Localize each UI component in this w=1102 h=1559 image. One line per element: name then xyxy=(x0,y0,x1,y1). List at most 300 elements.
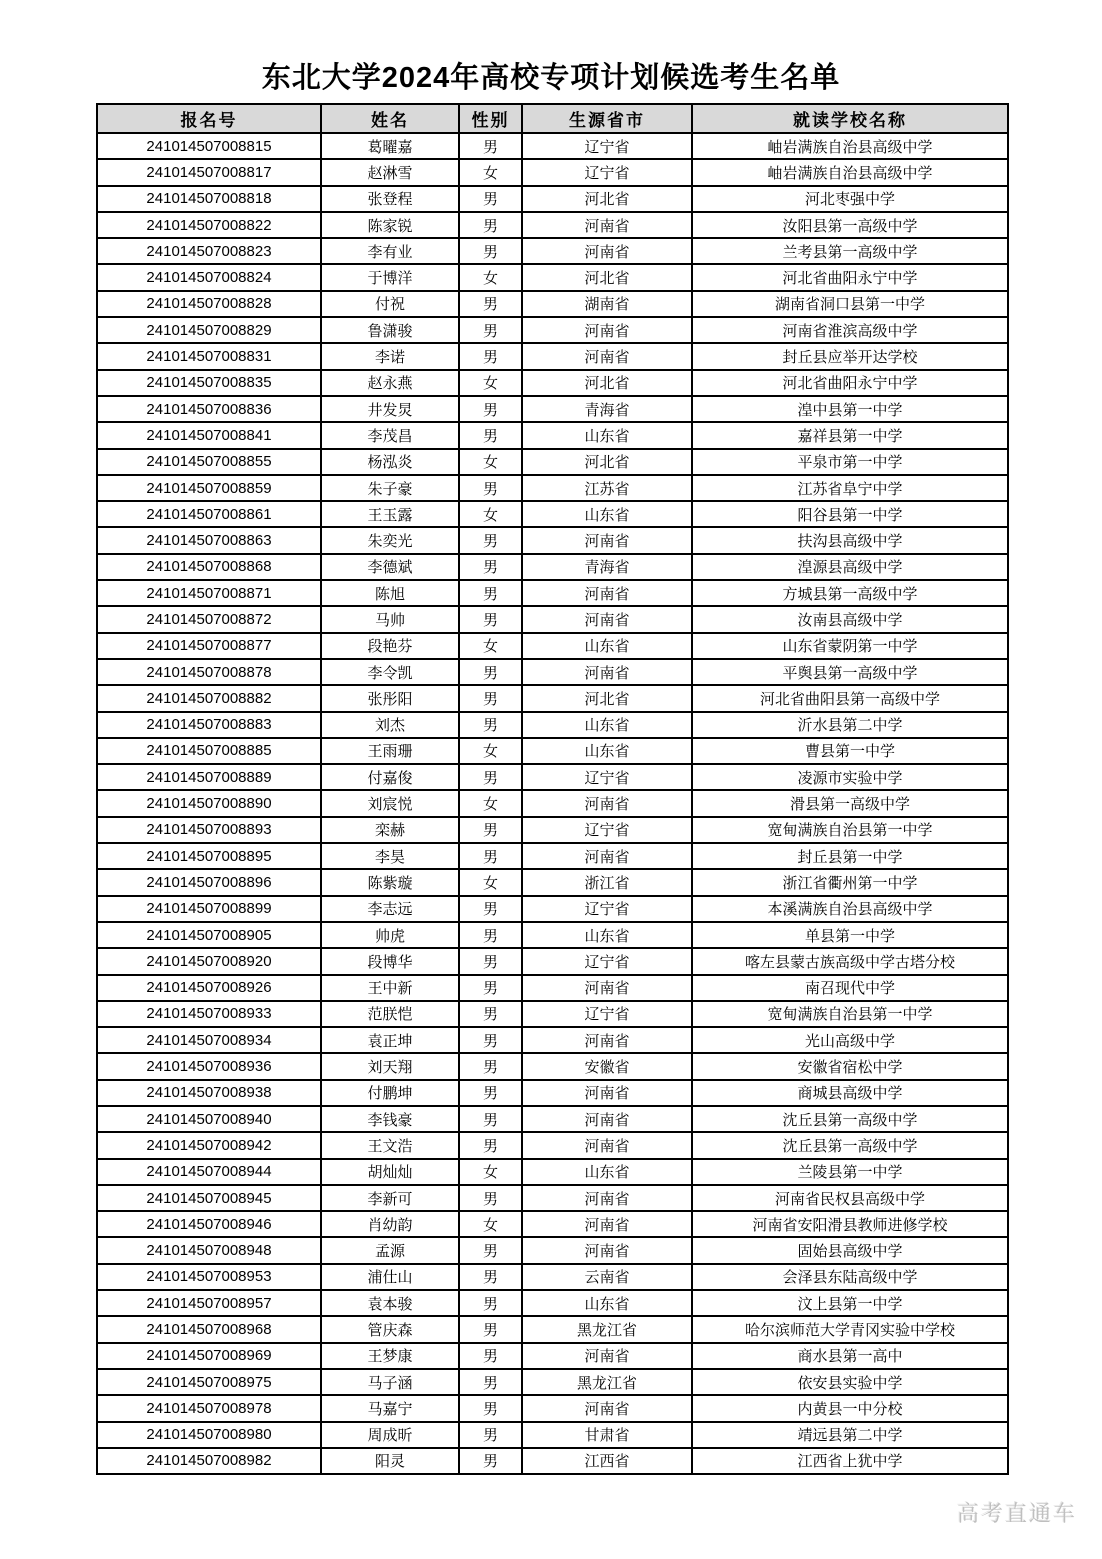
cell-province: 河南省 xyxy=(522,343,692,369)
table-row xyxy=(97,790,1008,816)
cell-gender: 男 xyxy=(459,1237,522,1263)
cell-school: 宽甸满族自治县第一中学 xyxy=(692,1001,1008,1027)
cell-gender: 男 xyxy=(459,922,522,948)
watermark: 高考直通车 xyxy=(956,1501,1077,1526)
cell-gender: 男 xyxy=(459,712,522,738)
cell-reg-no: 241014507008893 xyxy=(97,817,321,843)
cell-province: 江西省 xyxy=(522,1448,692,1474)
cell-gender: 女 xyxy=(459,159,522,185)
table-row xyxy=(97,975,1008,1001)
cell-gender: 男 xyxy=(459,1106,522,1132)
table-row xyxy=(97,1159,1008,1185)
cell-gender: 女 xyxy=(459,501,522,527)
table-row xyxy=(97,1001,1008,1027)
cell-gender: 男 xyxy=(459,975,522,1001)
cell-province: 辽宁省 xyxy=(522,817,692,843)
cell-reg-no: 241014507008957 xyxy=(97,1290,321,1316)
cell-reg-no: 241014507008818 xyxy=(97,186,321,212)
table-row xyxy=(97,527,1008,553)
table-row xyxy=(97,1027,1008,1053)
cell-reg-no: 241014507008883 xyxy=(97,712,321,738)
cell-school: 河北省曲阳永宁中学 xyxy=(692,264,1008,290)
cell-province: 青海省 xyxy=(522,396,692,422)
cell-school: 依安县实验中学 xyxy=(692,1369,1008,1395)
cell-gender: 男 xyxy=(459,422,522,448)
cell-reg-no: 241014507008946 xyxy=(97,1211,321,1237)
cell-reg-no: 241014507008859 xyxy=(97,475,321,501)
cell-province: 黑龙江省 xyxy=(522,1316,692,1342)
table-row xyxy=(97,475,1008,501)
cell-gender: 男 xyxy=(459,133,522,159)
table-row xyxy=(97,1448,1008,1474)
cell-school: 曹县第一中学 xyxy=(692,738,1008,764)
cell-school: 湟源县高级中学 xyxy=(692,554,1008,580)
cell-school: 商城县高级中学 xyxy=(692,1080,1008,1106)
cell-school: 内黄县一中分校 xyxy=(692,1395,1008,1421)
cell-school: 封丘县第一中学 xyxy=(692,843,1008,869)
cell-name: 袁本骏 xyxy=(321,1290,459,1316)
cell-province: 河南省 xyxy=(522,659,692,685)
cell-name: 帅虎 xyxy=(321,922,459,948)
cell-province: 云南省 xyxy=(522,1264,692,1290)
cell-name: 付嘉俊 xyxy=(321,764,459,790)
cell-reg-no: 241014507008938 xyxy=(97,1080,321,1106)
cell-school: 商水县第一高中 xyxy=(692,1343,1008,1369)
table-row xyxy=(97,370,1008,396)
cell-province: 辽宁省 xyxy=(522,764,692,790)
cell-province: 甘肃省 xyxy=(522,1422,692,1448)
cell-gender: 男 xyxy=(459,606,522,632)
cell-province: 河南省 xyxy=(522,580,692,606)
cell-reg-no: 241014507008940 xyxy=(97,1106,321,1132)
cell-school: 嘉祥县第一中学 xyxy=(692,422,1008,448)
cell-reg-no: 241014507008899 xyxy=(97,896,321,922)
cell-name: 王文浩 xyxy=(321,1132,459,1158)
cell-province: 安徽省 xyxy=(522,1053,692,1079)
cell-name: 李德斌 xyxy=(321,554,459,580)
cell-name: 李昊 xyxy=(321,843,459,869)
cell-province: 青海省 xyxy=(522,554,692,580)
cell-gender: 男 xyxy=(459,1369,522,1395)
cell-province: 河北省 xyxy=(522,264,692,290)
cell-school: 河南省民权县高级中学 xyxy=(692,1185,1008,1211)
cell-school: 河北枣强中学 xyxy=(692,186,1008,212)
cell-province: 河南省 xyxy=(522,212,692,238)
column-header-province: 生源省市 xyxy=(522,104,692,133)
table-row xyxy=(97,659,1008,685)
cell-school: 平泉市第一中学 xyxy=(692,449,1008,475)
table-row xyxy=(97,1106,1008,1132)
cell-reg-no: 241014507008944 xyxy=(97,1159,321,1185)
cell-gender: 男 xyxy=(459,1185,522,1211)
table-row xyxy=(97,633,1008,659)
cell-gender: 男 xyxy=(459,817,522,843)
cell-school: 沈丘县第一高级中学 xyxy=(692,1132,1008,1158)
cell-school: 喀左县蒙古族高级中学古塔分校 xyxy=(692,948,1008,974)
cell-province: 辽宁省 xyxy=(522,896,692,922)
cell-province: 辽宁省 xyxy=(522,159,692,185)
cell-school: 兰考县第一高级中学 xyxy=(692,238,1008,264)
table-row xyxy=(97,1422,1008,1448)
column-header-reg-no: 报名号 xyxy=(97,104,321,133)
table-row xyxy=(97,1264,1008,1290)
cell-reg-no: 241014507008975 xyxy=(97,1369,321,1395)
cell-province: 山东省 xyxy=(522,422,692,448)
cell-province: 湖南省 xyxy=(522,291,692,317)
cell-name: 马帅 xyxy=(321,606,459,632)
cell-gender: 男 xyxy=(459,1053,522,1079)
cell-name: 李诺 xyxy=(321,343,459,369)
cell-reg-no: 241014507008953 xyxy=(97,1264,321,1290)
cell-school: 山东省蒙阴第一中学 xyxy=(692,633,1008,659)
cell-reg-no: 241014507008890 xyxy=(97,790,321,816)
cell-name: 张彤阳 xyxy=(321,685,459,711)
cell-reg-no: 241014507008829 xyxy=(97,317,321,343)
cell-province: 山东省 xyxy=(522,922,692,948)
cell-name: 李茂昌 xyxy=(321,422,459,448)
cell-province: 河北省 xyxy=(522,186,692,212)
table-row xyxy=(97,1316,1008,1342)
cell-name: 付鹏坤 xyxy=(321,1080,459,1106)
cell-school: 滑县第一高级中学 xyxy=(692,790,1008,816)
cell-gender: 男 xyxy=(459,1001,522,1027)
cell-gender: 男 xyxy=(459,317,522,343)
cell-name: 朱奕光 xyxy=(321,527,459,553)
cell-gender: 男 xyxy=(459,580,522,606)
cell-reg-no: 241014507008824 xyxy=(97,264,321,290)
cell-name: 李新可 xyxy=(321,1185,459,1211)
cell-school: 浙江省衢州第一中学 xyxy=(692,869,1008,895)
cell-name: 赵永燕 xyxy=(321,370,459,396)
cell-name: 胡灿灿 xyxy=(321,1159,459,1185)
cell-reg-no: 241014507008828 xyxy=(97,291,321,317)
cell-gender: 男 xyxy=(459,1027,522,1053)
cell-name: 马子涵 xyxy=(321,1369,459,1395)
cell-gender: 女 xyxy=(459,1211,522,1237)
cell-name: 张登程 xyxy=(321,186,459,212)
column-header-gender: 性别 xyxy=(459,104,522,133)
cell-reg-no: 241014507008863 xyxy=(97,527,321,553)
cell-province: 河南省 xyxy=(522,1106,692,1132)
cell-reg-no: 241014507008815 xyxy=(97,133,321,159)
table-row xyxy=(97,1343,1008,1369)
table-row xyxy=(97,186,1008,212)
cell-name: 鲁潇骏 xyxy=(321,317,459,343)
cell-school: 本溪满族自治县高级中学 xyxy=(692,896,1008,922)
cell-school: 江苏省阜宁中学 xyxy=(692,475,1008,501)
cell-name: 李有业 xyxy=(321,238,459,264)
cell-province: 河北省 xyxy=(522,685,692,711)
cell-reg-no: 241014507008817 xyxy=(97,159,321,185)
cell-reg-no: 241014507008895 xyxy=(97,843,321,869)
table-row xyxy=(97,422,1008,448)
cell-reg-no: 241014507008942 xyxy=(97,1132,321,1158)
cell-reg-no: 241014507008861 xyxy=(97,501,321,527)
cell-gender: 男 xyxy=(459,1343,522,1369)
table-row xyxy=(97,1185,1008,1211)
table-row xyxy=(97,896,1008,922)
cell-school: 方城县第一高级中学 xyxy=(692,580,1008,606)
table-row xyxy=(97,817,1008,843)
cell-reg-no: 241014507008905 xyxy=(97,922,321,948)
cell-province: 山东省 xyxy=(522,633,692,659)
cell-school: 凌源市实验中学 xyxy=(692,764,1008,790)
table-row xyxy=(97,291,1008,317)
cell-school: 河北省曲阳永宁中学 xyxy=(692,370,1008,396)
cell-province: 河北省 xyxy=(522,449,692,475)
table-row xyxy=(97,501,1008,527)
cell-reg-no: 241014507008889 xyxy=(97,764,321,790)
table-row xyxy=(97,738,1008,764)
cell-province: 河南省 xyxy=(522,1211,692,1237)
cell-gender: 女 xyxy=(459,264,522,290)
cell-province: 河南省 xyxy=(522,1343,692,1369)
cell-school: 会泽县东陆高级中学 xyxy=(692,1264,1008,1290)
cell-gender: 男 xyxy=(459,1290,522,1316)
cell-name: 范朕恺 xyxy=(321,1001,459,1027)
cell-school: 扶沟县高级中学 xyxy=(692,527,1008,553)
cell-name: 阳灵 xyxy=(321,1448,459,1474)
cell-name: 赵淋雪 xyxy=(321,159,459,185)
table-row xyxy=(97,869,1008,895)
cell-school: 宽甸满族自治县第一中学 xyxy=(692,817,1008,843)
table-row xyxy=(97,1211,1008,1237)
table-row xyxy=(97,1132,1008,1158)
table-row xyxy=(97,1290,1008,1316)
cell-name: 朱子豪 xyxy=(321,475,459,501)
table-row xyxy=(97,764,1008,790)
cell-province: 黑龙江省 xyxy=(522,1369,692,1395)
cell-province: 山东省 xyxy=(522,712,692,738)
cell-school: 汝阳县第一高级中学 xyxy=(692,212,1008,238)
cell-name: 王玉露 xyxy=(321,501,459,527)
table-row xyxy=(97,580,1008,606)
cell-province: 河南省 xyxy=(522,1237,692,1263)
cell-name: 陈紫璇 xyxy=(321,869,459,895)
cell-gender: 男 xyxy=(459,1316,522,1342)
page-title: 东北大学2024年高校专项计划候选考生名单 xyxy=(261,62,841,94)
cell-name: 周成昕 xyxy=(321,1422,459,1448)
cell-name: 王中新 xyxy=(321,975,459,1001)
cell-province: 河南省 xyxy=(522,790,692,816)
cell-gender: 男 xyxy=(459,554,522,580)
cell-school: 安徽省宿松中学 xyxy=(692,1053,1008,1079)
table-row xyxy=(97,554,1008,580)
cell-province: 山东省 xyxy=(522,738,692,764)
cell-reg-no: 241014507008968 xyxy=(97,1316,321,1342)
cell-name: 王梦康 xyxy=(321,1343,459,1369)
cell-gender: 女 xyxy=(459,790,522,816)
cell-name: 刘天翔 xyxy=(321,1053,459,1079)
cell-reg-no: 241014507008871 xyxy=(97,580,321,606)
cell-reg-no: 241014507008945 xyxy=(97,1185,321,1211)
cell-reg-no: 241014507008948 xyxy=(97,1237,321,1263)
cell-school: 靖远县第二中学 xyxy=(692,1422,1008,1448)
cell-province: 河南省 xyxy=(522,975,692,1001)
cell-reg-no: 241014507008926 xyxy=(97,975,321,1001)
cell-school: 固始县高级中学 xyxy=(692,1237,1008,1263)
cell-school: 岫岩满族自治县高级中学 xyxy=(692,133,1008,159)
table-row xyxy=(97,1369,1008,1395)
cell-name: 孟源 xyxy=(321,1237,459,1263)
table-row xyxy=(97,449,1008,475)
cell-gender: 女 xyxy=(459,370,522,396)
column-header-school: 就读学校名称 xyxy=(692,104,1008,133)
cell-province: 河南省 xyxy=(522,238,692,264)
cell-province: 河南省 xyxy=(522,1132,692,1158)
cell-province: 山东省 xyxy=(522,501,692,527)
table-head xyxy=(97,104,1008,133)
cell-gender: 男 xyxy=(459,659,522,685)
cell-school: 河南省安阳滑县教师进修学校 xyxy=(692,1211,1008,1237)
cell-reg-no: 241014507008878 xyxy=(97,659,321,685)
cell-name: 陈家锐 xyxy=(321,212,459,238)
cell-province: 河南省 xyxy=(522,1080,692,1106)
cell-school: 沈丘县第一高级中学 xyxy=(692,1106,1008,1132)
cell-name: 刘杰 xyxy=(321,712,459,738)
cell-name: 李令凯 xyxy=(321,659,459,685)
cell-reg-no: 241014507008835 xyxy=(97,370,321,396)
header-row xyxy=(97,104,1008,133)
cell-gender: 女 xyxy=(459,738,522,764)
table-row xyxy=(97,1395,1008,1421)
cell-gender: 男 xyxy=(459,1395,522,1421)
table-row xyxy=(97,712,1008,738)
table-row xyxy=(97,948,1008,974)
table-row xyxy=(97,1053,1008,1079)
table-row xyxy=(97,1080,1008,1106)
table-row xyxy=(97,396,1008,422)
cell-province: 河南省 xyxy=(522,527,692,553)
cell-name: 马嘉宁 xyxy=(321,1395,459,1421)
cell-gender: 男 xyxy=(459,896,522,922)
cell-reg-no: 241014507008934 xyxy=(97,1027,321,1053)
cell-school: 南召现代中学 xyxy=(692,975,1008,1001)
cell-reg-no: 241014507008969 xyxy=(97,1343,321,1369)
cell-school: 沂水县第二中学 xyxy=(692,712,1008,738)
cell-name: 李志远 xyxy=(321,896,459,922)
cell-province: 河北省 xyxy=(522,370,692,396)
cell-school: 哈尔滨师范大学青冈实验中学校 xyxy=(692,1316,1008,1342)
cell-gender: 男 xyxy=(459,475,522,501)
cell-gender: 女 xyxy=(459,449,522,475)
cell-reg-no: 241014507008896 xyxy=(97,869,321,895)
cell-gender: 男 xyxy=(459,1264,522,1290)
cell-name: 于博洋 xyxy=(321,264,459,290)
cell-name: 葛曜嘉 xyxy=(321,133,459,159)
cell-gender: 女 xyxy=(459,1159,522,1185)
cell-province: 河南省 xyxy=(522,1185,692,1211)
cell-province: 河南省 xyxy=(522,1027,692,1053)
cell-school: 江西省上犹中学 xyxy=(692,1448,1008,1474)
cell-gender: 女 xyxy=(459,869,522,895)
cell-name: 王雨珊 xyxy=(321,738,459,764)
cell-name: 刘宸悦 xyxy=(321,790,459,816)
cell-name: 袁正坤 xyxy=(321,1027,459,1053)
cell-school: 兰陵县第一中学 xyxy=(692,1159,1008,1185)
cell-name: 李钱豪 xyxy=(321,1106,459,1132)
cell-reg-no: 241014507008822 xyxy=(97,212,321,238)
cell-reg-no: 241014507008920 xyxy=(97,948,321,974)
cell-reg-no: 241014507008872 xyxy=(97,606,321,632)
table-row xyxy=(97,133,1008,159)
table-row xyxy=(97,264,1008,290)
table-row xyxy=(97,685,1008,711)
cell-gender: 男 xyxy=(459,764,522,790)
cell-school: 岫岩满族自治县高级中学 xyxy=(692,159,1008,185)
cell-name: 肖幼韵 xyxy=(321,1211,459,1237)
table-row xyxy=(97,343,1008,369)
cell-gender: 男 xyxy=(459,1080,522,1106)
table-row xyxy=(97,159,1008,185)
cell-province: 浙江省 xyxy=(522,869,692,895)
cell-name: 段艳芬 xyxy=(321,633,459,659)
column-header-name: 姓名 xyxy=(321,104,459,133)
cell-gender: 男 xyxy=(459,948,522,974)
cell-province: 江苏省 xyxy=(522,475,692,501)
cell-gender: 男 xyxy=(459,396,522,422)
cell-province: 河南省 xyxy=(522,606,692,632)
cell-province: 山东省 xyxy=(522,1159,692,1185)
cell-reg-no: 241014507008933 xyxy=(97,1001,321,1027)
cell-province: 辽宁省 xyxy=(522,948,692,974)
cell-school: 光山高级中学 xyxy=(692,1027,1008,1053)
cell-reg-no: 241014507008936 xyxy=(97,1053,321,1079)
cell-gender: 男 xyxy=(459,1448,522,1474)
cell-reg-no: 241014507008868 xyxy=(97,554,321,580)
table-row xyxy=(97,922,1008,948)
cell-school: 汝南县高级中学 xyxy=(692,606,1008,632)
cell-reg-no: 241014507008978 xyxy=(97,1395,321,1421)
cell-gender: 男 xyxy=(459,685,522,711)
cell-gender: 男 xyxy=(459,843,522,869)
cell-reg-no: 241014507008877 xyxy=(97,633,321,659)
cell-reg-no: 241014507008982 xyxy=(97,1448,321,1474)
table-body xyxy=(97,133,1008,1474)
cell-reg-no: 241014507008841 xyxy=(97,422,321,448)
cell-province: 山东省 xyxy=(522,1290,692,1316)
cell-school: 阳谷县第一中学 xyxy=(692,501,1008,527)
cell-province: 河南省 xyxy=(522,1395,692,1421)
cell-school: 单县第一中学 xyxy=(692,922,1008,948)
cell-gender: 男 xyxy=(459,186,522,212)
cell-school: 汶上县第一中学 xyxy=(692,1290,1008,1316)
cell-school: 封丘县应举开达学校 xyxy=(692,343,1008,369)
cell-province: 河南省 xyxy=(522,843,692,869)
table-row xyxy=(97,606,1008,632)
cell-name: 付祝 xyxy=(321,291,459,317)
cell-reg-no: 241014507008980 xyxy=(97,1422,321,1448)
cell-province: 辽宁省 xyxy=(522,133,692,159)
cell-school: 河南省淮滨高级中学 xyxy=(692,317,1008,343)
cell-reg-no: 241014507008836 xyxy=(97,396,321,422)
cell-school: 湟中县第一中学 xyxy=(692,396,1008,422)
cell-province: 辽宁省 xyxy=(522,1001,692,1027)
cell-reg-no: 241014507008855 xyxy=(97,449,321,475)
cell-name: 浦仕山 xyxy=(321,1264,459,1290)
cell-reg-no: 241014507008831 xyxy=(97,343,321,369)
cell-reg-no: 241014507008885 xyxy=(97,738,321,764)
cell-gender: 男 xyxy=(459,343,522,369)
cell-gender: 男 xyxy=(459,527,522,553)
cell-name: 栾赫 xyxy=(321,817,459,843)
cell-school: 河北省曲阳县第一高级中学 xyxy=(692,685,1008,711)
cell-name: 段博华 xyxy=(321,948,459,974)
cell-gender: 女 xyxy=(459,633,522,659)
cell-name: 杨泓炎 xyxy=(321,449,459,475)
table-row xyxy=(97,843,1008,869)
table-row xyxy=(97,238,1008,264)
